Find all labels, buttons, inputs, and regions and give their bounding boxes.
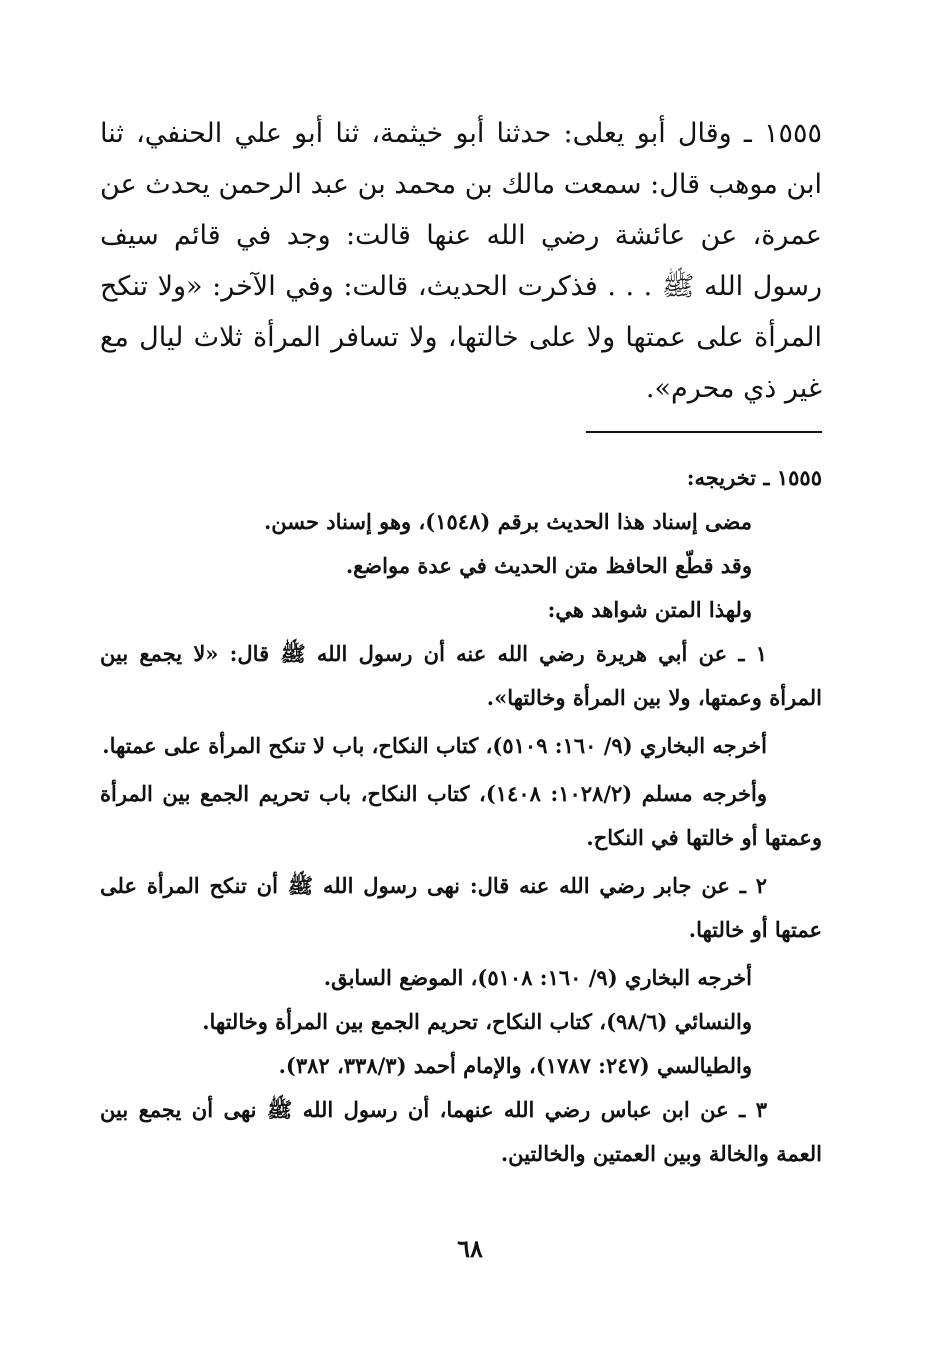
witness-1-bukhari-ref: أخرجه البخاري (٩/ ١٦٠: ٥١٠٩)، كتاب النكاح، باب لا تنكح المرأة على عمتها. [102,733,767,758]
footnote-separator-line [586,431,822,433]
witness-2-jabir: ٢ ـ عن جابر رضي الله عنه قال: نهى رسول الله ﷺ أن تنكح المرأة على عمتها أو خالتها. [100,873,822,942]
witness-2-tayalisi-ref: والطيالسي (٢٤٧: ١٧٨٧)، والإمام أحمد (٣٣٨/٣، ٣٨٢). [278,1053,752,1078]
witness-2-bukhari-ref: أخرجه البخاري (٩/ ١٦٠: ٥١٠٨)، الموضع السابق. [323,965,752,990]
takhrij-section [100,456,822,1176]
hadith-1555-text: ١٥٥٥ ـ وقال أبو يعلى: حدثنا أبو خيثمة، ثنا أبو علي الحنفي، ثنا ابن موهب قال: سمعت مالك بن محمد بن عبد الرحمن يحدث عن عمرة، عن عائشة رضي الله عنها قالت: وجد في قائم سيف رسول الله ﷺ . . . فذكرت الحديث، قالت: وفي الآخر: «ولا تنكح المرأة على عمتها ولا على خالتها، ولا تسافر المرأة ثلاث ليال مع غير ذي محرم». [100,118,822,404]
takhrij-isnad-note: مضى إسناد هذا الحديث برقم (١٥٤٨)، وهو إسناد حسن. [263,509,752,534]
page-number: ٦٨ [457,1234,483,1263]
witness-1-abu-hurayra: ١ ـ عن أبي هريرة رضي الله عنه أن رسول الله ﷺ قال: «لا يجمع بين المرأة وعمتها، ولا بين المرأة وخالتها». [100,641,822,710]
takhrij-split-note: وقد قطّع الحافظ متن الحديث في عدة مواضع. [345,553,752,578]
hadith-text-block [100,108,822,414]
witness-1-muslim-ref: وأخرجه مسلم (١٠٢٨/٢: ١٤٠٨)، كتاب النكاح، باب تحريم الجمع بين المرأة وعمتها أو خالتها في النكاح. [100,781,822,850]
takhrij-heading: ١٥٥٥ ـ تخريجه: [686,465,822,490]
witness-3-ibn-abbas: ٣ ـ عن ابن عباس رضي الله عنهما، أن رسول الله ﷺ نهى أن يجمع بين العمة والخالة وبين العمتين والخالتين. [100,1097,822,1166]
witness-2-nasai-ref: والنسائي (٩٨/٦)، كتاب النكاح، تحريم الجمع بين المرأة وخالتها. [202,1009,752,1034]
takhrij-witnesses-intro: ولهذا المتن شواهد هي: [547,597,752,622]
